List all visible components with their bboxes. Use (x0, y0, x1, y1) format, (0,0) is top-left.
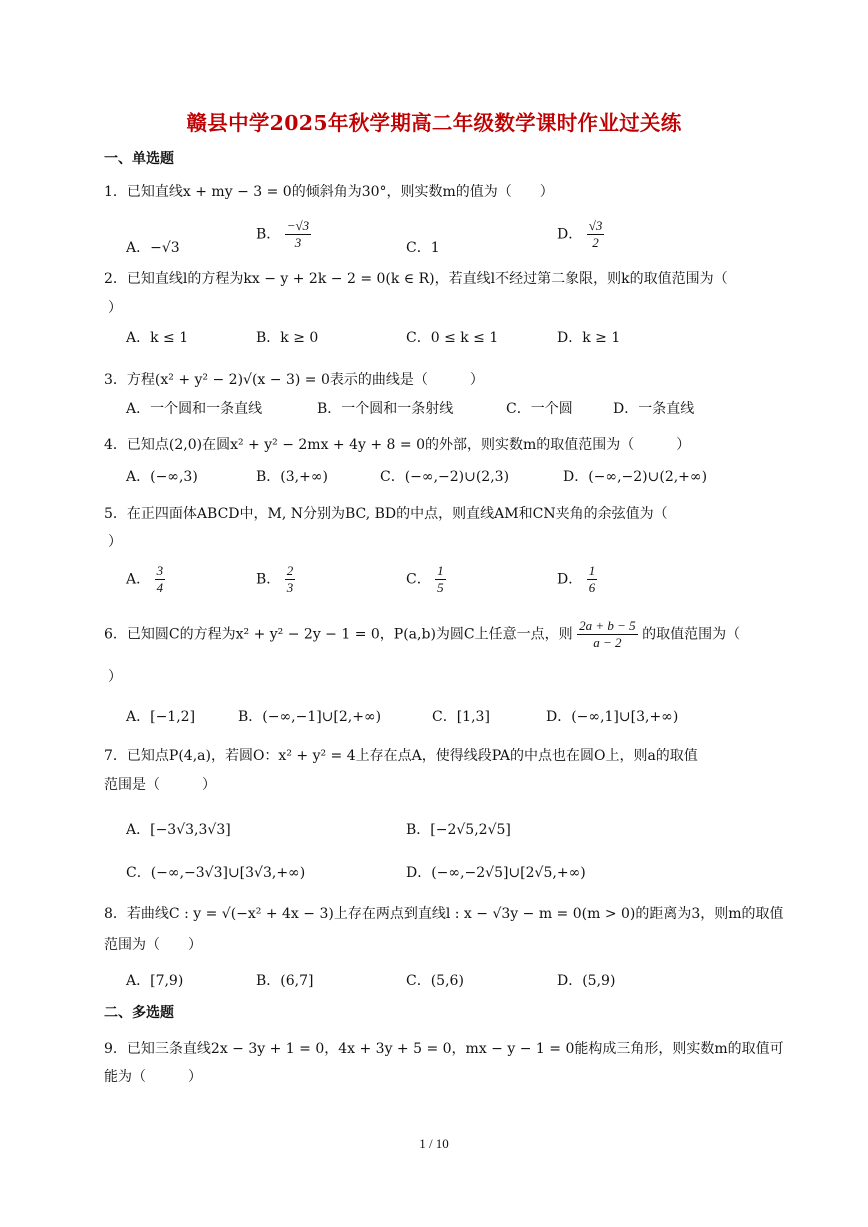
question-9-stem-continued: 能为（ ） (104, 1069, 202, 1085)
option-label: D． (557, 226, 583, 243)
question-4-stem: 4．已知点(2,0)在圆x² + y² − 2mx + 4y + 8 = 0的外部，则实数m的取值范围为（ ） (104, 437, 691, 453)
question-7-option-a: A．[−3√3,3√3] (126, 822, 231, 838)
question-6-option-a: A．[−1,2] (126, 709, 196, 725)
question-1-option-c: C．1 (406, 240, 440, 256)
fraction-numerator: 3 (156, 563, 164, 578)
question-3-option-b: B．一个圆和一条射线 (317, 401, 454, 417)
question-7-stem-continued: 范围是（ ） (104, 777, 216, 793)
option-label: B． (256, 571, 281, 588)
question-9-stem: 9．已知三条直线2x − 3y + 1 = 0，4x + 3y + 5 = 0，mx − y − 1 = 0能构成三角形，则实数m的取值可 (104, 1041, 784, 1057)
question-6-stem (104, 618, 740, 651)
page-title: 赣县中学2025年秋学期高二年级数学课时作业过关练 (186, 111, 682, 135)
question-5-stem: 5．在正四面体ABCD中，M, N分别为BC, BD的中点，则直线AM和CN夹角的余弦值为（ (104, 506, 668, 522)
question-6-option-d: D．(−∞,1]∪[3,+∞) (546, 709, 679, 725)
fraction-denominator: 6 (588, 580, 596, 595)
question-3-option-d: D．一条直线 (613, 401, 695, 417)
question-2-option-d: D．k ≥ 1 (557, 330, 621, 346)
fraction-denominator: 3 (285, 234, 311, 251)
question-8-stem: 8．若曲线C : y = √(−x² + 4x − 3)上存在两点到直线l : x − √3y − m = 0(m > 0)的距离为3，则m的取值 (104, 906, 784, 922)
question-4-option-d: D．(−∞,−2)∪(2,+∞) (563, 469, 708, 485)
fraction-denominator: 2 (587, 234, 605, 251)
question-6-stem-tail: 的取值范围为（ (642, 626, 741, 643)
section-heading-multiple-choice: 二、多选题 (104, 1005, 174, 1021)
question-3-option-a: A．一个圆和一条直线 (126, 401, 263, 417)
question-1-option-d (557, 218, 604, 251)
question-5-stem-continued: ） (108, 534, 122, 550)
question-1-option-a: A．−√3 (126, 240, 180, 256)
question-4-option-c: C．(−∞,−2)∪(2,3) (380, 469, 510, 485)
question-8-option-a: A．[7,9) (126, 973, 184, 989)
fraction-denominator: 3 (286, 580, 294, 595)
question-5-option-b (256, 563, 295, 596)
question-6-fraction (577, 618, 638, 651)
question-2-stem: 2．已知直线l的方程为kx − y + 2k − 2 = 0(k ∈ R)，若直线l不经过第二象限，则k的取值范围为（ (104, 271, 728, 287)
question-3-stem: 3．方程(x² + y² − 2)√(x − 3) = 0表示的曲线是（ ） (104, 372, 484, 388)
question-5-option-d (557, 563, 597, 596)
question-6-stem-text: 6．已知圆C的方程为x² + y² − 2y − 1 = 0，P(a,b)为圆C上任意一点，则 (104, 626, 573, 643)
question-5-option-a (126, 563, 165, 596)
question-1-stem: 1．已知直线x + my − 3 = 0的倾斜角为30°，则实数m的值为（ ） (104, 184, 554, 200)
option-fraction (587, 563, 598, 596)
option-label: B． (256, 226, 281, 243)
section-heading-single-choice: 一、单选题 (104, 151, 174, 167)
question-8-option-c: C．(5,6) (406, 973, 464, 989)
question-6-option-b: B．(−∞,−1]∪[2,+∞) (238, 709, 382, 725)
question-5-option-c (406, 563, 446, 596)
question-7-option-b: B．[−2√5,2√5] (406, 822, 511, 838)
question-2-stem-continued: ） (108, 300, 122, 316)
question-2-option-a: A．k ≤ 1 (126, 330, 189, 346)
question-6-stem-continued: ） (108, 669, 122, 685)
question-8-stem-continued: 范围为（ ） (104, 937, 202, 953)
question-1-option-b (256, 218, 311, 251)
question-7-option-d: D．(−∞,−2√5]∪[2√5,+∞) (406, 865, 586, 881)
fraction-numerator: −√3 (286, 218, 310, 233)
fraction-numerator: 2a + b − 5 (579, 618, 636, 633)
option-fraction (155, 563, 166, 596)
question-4-option-b: B．(3,+∞) (256, 469, 328, 485)
fraction-numerator: 1 (437, 563, 444, 578)
question-4-option-a: A．(−∞,3) (126, 469, 198, 485)
question-8-option-d: D．(5,9) (557, 973, 616, 989)
option-fraction (285, 218, 311, 251)
question-6-option-c: C．[1,3] (432, 709, 490, 725)
page-number: 1 / 10 (419, 1136, 449, 1151)
option-label: A． (126, 571, 151, 588)
option-label: C． (406, 571, 431, 588)
question-2-option-c: C．0 ≤ k ≤ 1 (406, 330, 499, 346)
question-2-option-b: B．k ≥ 0 (256, 330, 319, 346)
fraction-numerator: 1 (588, 563, 596, 578)
option-label: D． (557, 571, 583, 588)
fraction-numerator: √3 (588, 218, 603, 233)
fraction-denominator: 5 (437, 580, 444, 595)
question-7-option-c: C．(−∞,−3√3]∪[3√3,+∞) (126, 865, 306, 881)
question-3-option-c: C．一个圆 (506, 401, 573, 417)
fraction-denominator: a − 2 (577, 634, 638, 651)
question-8-option-b: B．(6,7] (256, 973, 314, 989)
option-fraction (587, 218, 605, 251)
option-fraction (285, 563, 296, 596)
question-7-stem: 7．已知点P(4,a)，若圆O：x² + y² = 4上存在点A，使得线段PA的中点也在圆O上，则a的取值 (104, 748, 698, 764)
fraction-denominator: 4 (156, 580, 164, 595)
fraction-numerator: 2 (286, 563, 294, 578)
option-fraction (435, 563, 446, 596)
